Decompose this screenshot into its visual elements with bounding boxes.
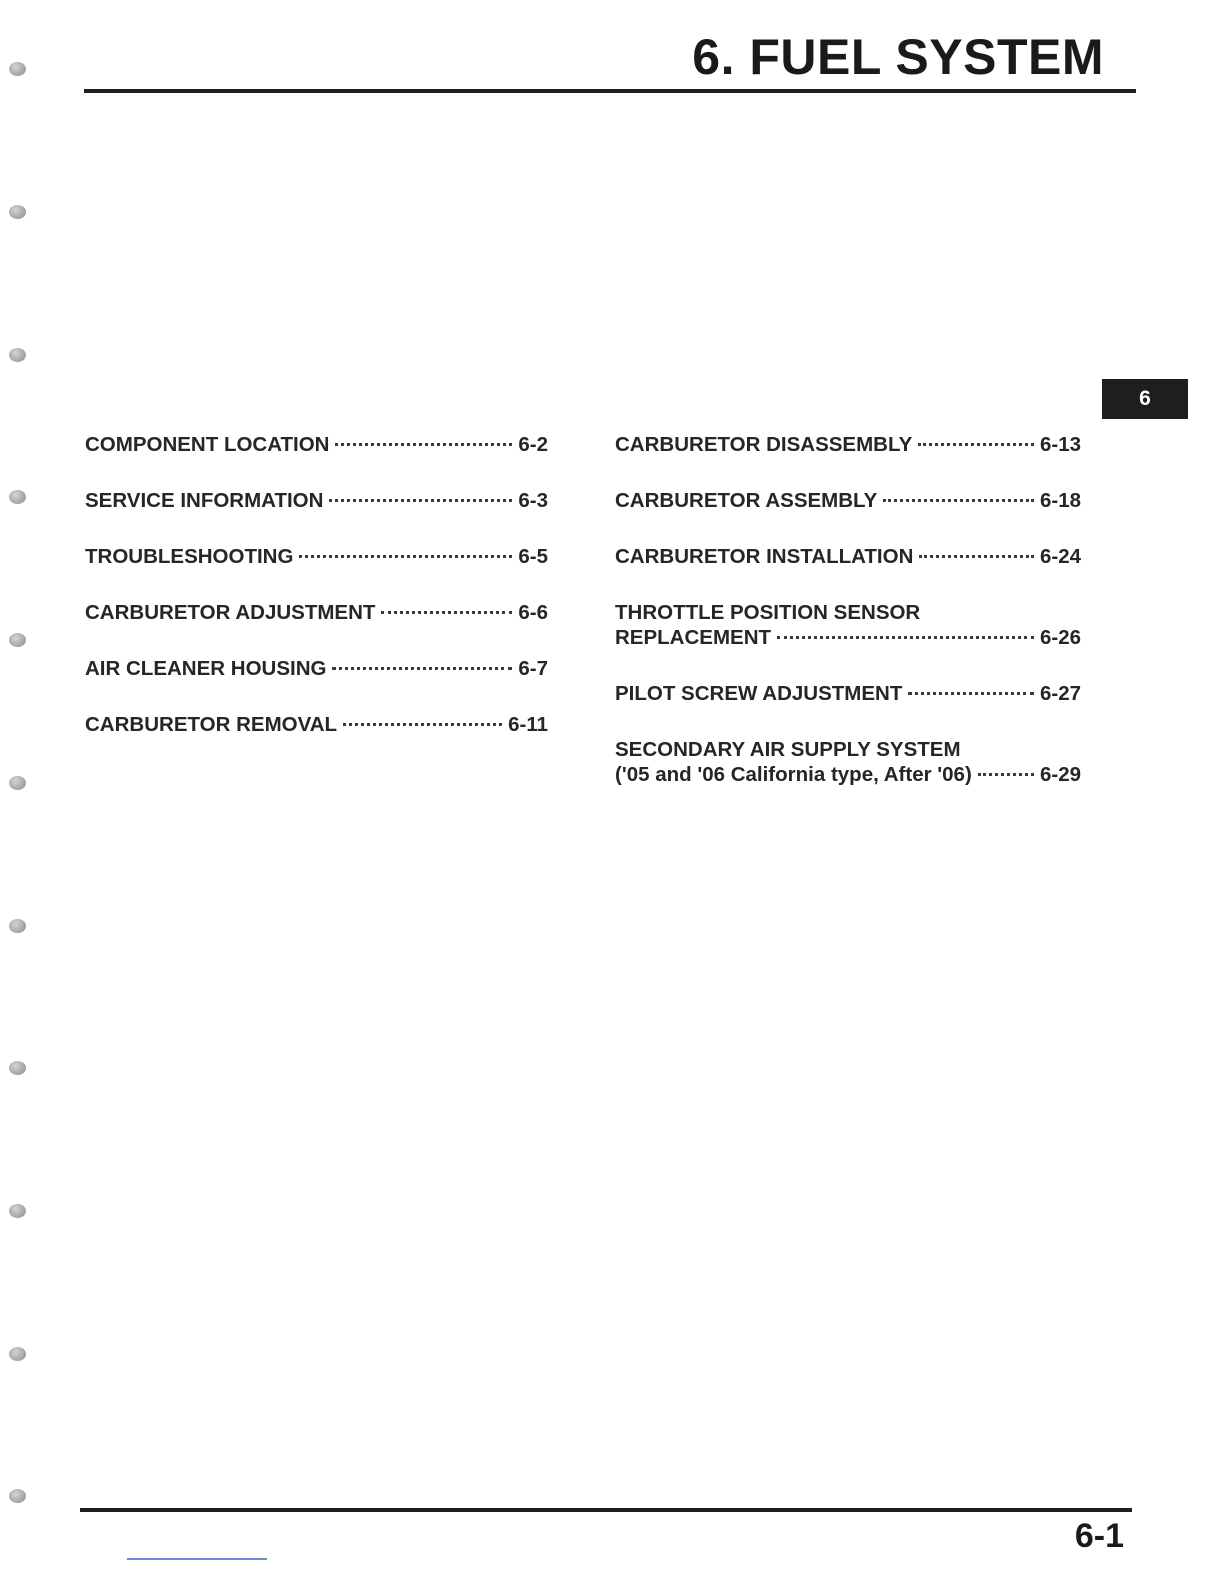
link-underline-mark <box>127 1558 267 1560</box>
toc-entry-label: CARBURETOR INSTALLATION <box>615 545 914 568</box>
leader-dots <box>343 723 502 726</box>
leader-dots <box>908 692 1034 695</box>
toc-entry-label: CARBURETOR ADJUSTMENT <box>85 601 376 624</box>
toc-right-column <box>615 432 1081 818</box>
toc-entry[interactable] <box>615 737 1081 787</box>
toc-entry-page: 6-26 <box>1039 626 1081 649</box>
leader-dots <box>299 555 512 558</box>
toc-entry-label: COMPONENT LOCATION <box>85 433 330 456</box>
toc-entry-page: 6-6 <box>518 601 548 624</box>
binder-hole <box>9 1204 26 1218</box>
page-number: 6-1 <box>1074 1517 1124 1555</box>
toc-entry-page: 6-27 <box>1039 682 1081 705</box>
leader-dots <box>381 611 512 614</box>
toc-entry-label-line1: THROTTLE POSITION SENSOR <box>615 601 921 624</box>
leader-dots <box>335 443 512 446</box>
toc-entry[interactable] <box>85 544 548 569</box>
section-tab: 6 <box>1102 379 1188 419</box>
toc-entry-page: 6-18 <box>1039 489 1081 512</box>
toc-entry-label: CARBURETOR ASSEMBLY <box>615 489 878 512</box>
leader-dots <box>883 499 1034 502</box>
toc-entry-label: SERVICE INFORMATION <box>85 489 324 512</box>
footer-rule <box>80 1508 1132 1512</box>
leader-dots <box>329 499 512 502</box>
toc-entry[interactable] <box>615 488 1081 513</box>
leader-dots <box>918 443 1034 446</box>
leader-dots <box>332 667 512 670</box>
toc-entry-label: PILOT SCREW ADJUSTMENT <box>615 682 903 705</box>
binder-hole <box>9 919 26 933</box>
binder-holes <box>9 0 29 1584</box>
toc-entry-page: 6-11 <box>508 713 548 736</box>
toc-entry[interactable] <box>85 488 548 513</box>
binder-hole <box>9 633 26 647</box>
leader-dots <box>777 636 1034 639</box>
toc-entry[interactable] <box>615 544 1081 569</box>
binder-hole <box>9 776 26 790</box>
toc-entry[interactable] <box>615 681 1081 706</box>
binder-hole <box>9 348 26 362</box>
toc-entry-page: 6-13 <box>1039 433 1081 456</box>
toc-entry-label: AIR CLEANER HOUSING <box>85 657 327 680</box>
binder-hole <box>9 1489 26 1503</box>
header-rule <box>84 89 1136 93</box>
toc-entry-page: 6-24 <box>1039 545 1081 568</box>
toc-entry-label: CARBURETOR DISASSEMBLY <box>615 433 913 456</box>
leader-dots <box>978 773 1034 776</box>
toc-entry-page: 6-7 <box>518 657 548 680</box>
binder-hole <box>9 1347 26 1361</box>
binder-hole <box>9 205 26 219</box>
toc-entry[interactable] <box>615 432 1081 457</box>
toc-entry[interactable] <box>85 712 548 737</box>
toc-entry[interactable] <box>85 432 548 457</box>
toc-entry[interactable] <box>615 600 1081 650</box>
toc-entry-page: 6-3 <box>518 489 548 512</box>
toc-entry-label: ('05 and '06 California type, After '06) <box>615 763 972 786</box>
toc-entry-label: TROUBLESHOOTING <box>85 545 294 568</box>
toc-entry[interactable] <box>85 600 548 625</box>
toc-entry-page: 6-5 <box>518 545 548 568</box>
binder-hole <box>9 62 26 76</box>
binder-hole <box>9 1061 26 1075</box>
toc-entry-page: 6-29 <box>1039 763 1081 786</box>
binder-hole <box>9 490 26 504</box>
toc-entry[interactable] <box>85 656 548 681</box>
toc-entry-page: 6-2 <box>518 433 548 456</box>
toc-entry-label: REPLACEMENT <box>615 626 772 649</box>
toc-left-column <box>85 432 548 768</box>
leader-dots <box>919 555 1034 558</box>
toc-entry-label: CARBURETOR REMOVAL <box>85 713 338 736</box>
toc-entry-label-line1: SECONDARY AIR SUPPLY SYSTEM <box>615 738 961 761</box>
page-title: 6. FUEL SYSTEM <box>692 29 1104 85</box>
